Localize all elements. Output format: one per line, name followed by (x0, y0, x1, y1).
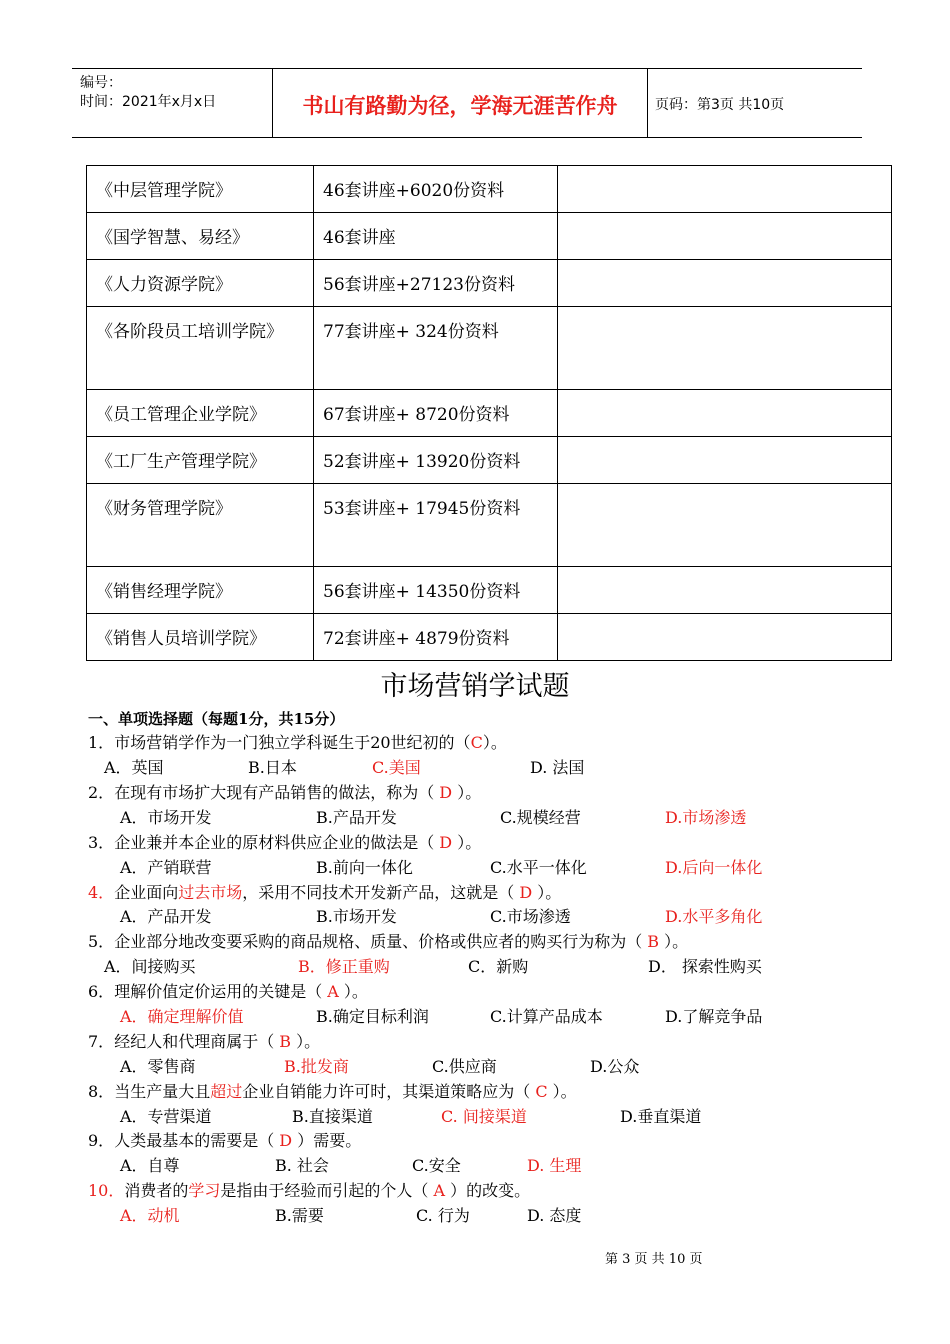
resource-content: 53套讲座+ 17945份资料 (314, 484, 558, 567)
question-text: 在现有市场扩大现有产品销售的做法，称为（ (114, 783, 440, 802)
answer-mark: A (433, 1181, 446, 1200)
option-d: D. 态度 (527, 1206, 582, 1225)
highlighted-term: 超过 (210, 1082, 243, 1101)
resource-name: 《销售人员培训学院》 (87, 614, 314, 661)
question-4 (88, 883, 561, 903)
table-row (87, 437, 892, 484)
header-meta (72, 69, 272, 137)
question-text: ）。 (452, 783, 482, 802)
answer-mark: A (327, 982, 339, 1001)
answer-mark: C (535, 1082, 548, 1101)
question-text: ）。 (291, 1032, 321, 1051)
question-8 (88, 1082, 577, 1102)
resource-content: 77套讲座+ 324份资料 (314, 307, 558, 390)
resource-extra (558, 437, 892, 484)
option-c: C.水平一体化 (490, 858, 587, 877)
option-c: C.计算产品成本 (490, 1007, 603, 1026)
question-text: 企业自销能力许可时，其渠道策略应为（ (242, 1082, 536, 1101)
option-a: A．零售商 (120, 1057, 196, 1076)
question-number: 2． (88, 783, 115, 802)
answer-mark: D (519, 883, 533, 902)
table-row (87, 390, 892, 437)
question-number: 7． (88, 1032, 115, 1051)
resource-table (86, 165, 892, 661)
question-text: ）。 (452, 833, 482, 852)
option-b: B.产品开发 (316, 808, 397, 827)
question-10 (88, 1181, 530, 1201)
table-row (87, 213, 892, 260)
option-d: D.水平多角化 (665, 907, 763, 926)
option-b: B.市场开发 (316, 907, 397, 926)
question-number: 9． (88, 1131, 115, 1150)
resource-extra (558, 614, 892, 661)
resource-name: 《员工管理企业学院》 (87, 390, 314, 437)
option-a: A．专营渠道 (120, 1107, 212, 1126)
option-b: B.日本 (248, 758, 297, 777)
question-text: ）。 (547, 1082, 577, 1101)
question-text: 市场营销学作为一门独立学科诞生于20世纪初的（ (114, 733, 471, 752)
question-2 (88, 783, 481, 803)
option-d: D.了解竞争品 (665, 1007, 763, 1026)
resource-extra (558, 484, 892, 567)
header-page-number: 页码：第3页 共10页 (655, 97, 785, 113)
resource-name: 《财务管理学院》 (87, 484, 314, 567)
question-7 (88, 1032, 320, 1052)
exam-title: 市场营销学试题 (380, 671, 570, 702)
question-text: 消费者的 (124, 1181, 189, 1200)
question-3 (88, 833, 481, 853)
option-d: D.市场渗透 (665, 808, 747, 827)
option-b: B.直接渠道 (292, 1107, 373, 1126)
option-a: A．市场开发 (120, 808, 212, 827)
option-b: B.批发商 (284, 1057, 349, 1076)
option-c: C.安全 (412, 1156, 461, 1175)
option-a: A．产销联营 (120, 858, 212, 877)
option-d: D． 探索性购买 (648, 957, 762, 976)
resource-content: 56套讲座+ 14350份资料 (314, 567, 558, 614)
option-b: B.需要 (275, 1206, 324, 1225)
resource-extra (558, 567, 892, 614)
resource-content: 56套讲座+27123份资料 (314, 260, 558, 307)
section-title: 一、单项选择题（每题1分，共15分） (88, 710, 345, 728)
question-number: 4． (88, 883, 115, 902)
question-text: 当生产量大且 (114, 1082, 211, 1101)
resource-name: 《各阶段员工培训学院》 (87, 307, 314, 390)
document-time-label: 时间：2021年x月x日 (80, 94, 217, 110)
question-9 (88, 1131, 361, 1151)
question-text: 是指由于经验而引起的个人（ (220, 1181, 434, 1200)
resource-name: 《销售经理学院》 (87, 567, 314, 614)
answer-mark: D (439, 783, 453, 802)
question-text: 理解价值定价运用的关键是（ (114, 982, 328, 1001)
option-a: A．确定理解价值 (120, 1007, 244, 1026)
question-text: ）。 (482, 733, 507, 752)
option-a: A．自尊 (120, 1156, 180, 1175)
header-motto: 书山有路勤为径，学海无涯苦作舟 (302, 94, 618, 118)
option-d: D.垂直渠道 (620, 1107, 702, 1126)
table-row (87, 567, 892, 614)
resource-extra (558, 307, 892, 390)
table-row (87, 484, 892, 567)
question-number: 3． (88, 833, 115, 852)
answer-mark: B (647, 932, 660, 951)
highlighted-term: 学习 (188, 1181, 221, 1200)
option-b: B.确定目标利润 (316, 1007, 429, 1026)
question-6 (88, 982, 368, 1002)
resource-name: 《中层管理学院》 (87, 166, 314, 213)
question-text: 企业面向 (114, 883, 179, 902)
question-text: ）需要。 (292, 1131, 362, 1150)
option-c: C．新购 (468, 957, 529, 976)
option-a: A．产品开发 (120, 907, 212, 926)
option-a: A．动机 (120, 1206, 180, 1225)
header-motto-cell (272, 69, 648, 137)
question-text: ）。 (532, 883, 562, 902)
option-b: B. 社会 (275, 1156, 329, 1175)
resource-content: 46套讲座 (314, 213, 558, 260)
question-text: 企业部分地改变要采购的商品规格、质量、价格或供应者的购买行为称为（ (114, 932, 648, 951)
resource-extra (558, 260, 892, 307)
question-number: 6． (88, 982, 115, 1001)
resource-content: 67套讲座+ 8720份资料 (314, 390, 558, 437)
option-c: C.市场渗透 (490, 907, 571, 926)
question-number: 10． (88, 1181, 125, 1200)
question-1 (88, 733, 507, 753)
option-c: C.规模经营 (500, 808, 581, 827)
answer-mark: D (439, 833, 453, 852)
question-text: ）。 (338, 982, 368, 1001)
table-row (87, 166, 892, 213)
option-c: C.美国 (372, 758, 421, 777)
answer-mark: B (279, 1032, 292, 1051)
resource-extra (558, 166, 892, 213)
option-d: D. 生理 (527, 1156, 582, 1175)
answer-mark: C (470, 733, 483, 752)
resource-content: 72套讲座+ 4879份资料 (314, 614, 558, 661)
page-footer: 第 3 页 共 10 页 (605, 1252, 703, 1267)
question-number: 5． (88, 932, 115, 951)
option-a: A．间接购买 (104, 957, 196, 976)
highlighted-term: 过去市场 (178, 883, 243, 902)
resource-name: 《人力资源学院》 (87, 260, 314, 307)
resource-extra (558, 213, 892, 260)
table-row (87, 614, 892, 661)
question-text: ）。 (659, 932, 689, 951)
resource-content: 46套讲座+6020份资料 (314, 166, 558, 213)
question-number: 1． (88, 733, 115, 752)
question-text: ）的改变。 (445, 1181, 531, 1200)
question-text: 经纪人和代理商属于（ (114, 1032, 280, 1051)
header-page-cell (647, 69, 862, 137)
document-code-label: 编号： (80, 75, 122, 91)
option-b: B.前向一体化 (316, 858, 413, 877)
question-text: ，采用不同技术开发新产品，这就是（ (242, 883, 520, 902)
table-row (87, 307, 892, 390)
option-d: D.公众 (590, 1057, 640, 1076)
resource-name: 《国学智慧、易经》 (87, 213, 314, 260)
option-c: C. 间接渠道 (441, 1107, 527, 1126)
answer-mark: D (279, 1131, 293, 1150)
question-number: 8． (88, 1082, 115, 1101)
option-b: B．修正重购 (298, 957, 390, 976)
option-d: D.后向一体化 (665, 858, 763, 877)
option-c: C. 行为 (416, 1206, 470, 1225)
resource-extra (558, 390, 892, 437)
question-text: 人类最基本的需要是（ (114, 1131, 280, 1150)
question-text: 企业兼并本企业的原材料供应企业的做法是（ (114, 833, 440, 852)
document-header (72, 68, 862, 138)
option-c: C.供应商 (432, 1057, 497, 1076)
table-row (87, 260, 892, 307)
option-d: D. 法国 (530, 758, 585, 777)
resource-name: 《工厂生产管理学院》 (87, 437, 314, 484)
question-5 (88, 932, 688, 952)
resource-content: 52套讲座+ 13920份资料 (314, 437, 558, 484)
option-a: A．英国 (104, 758, 164, 777)
